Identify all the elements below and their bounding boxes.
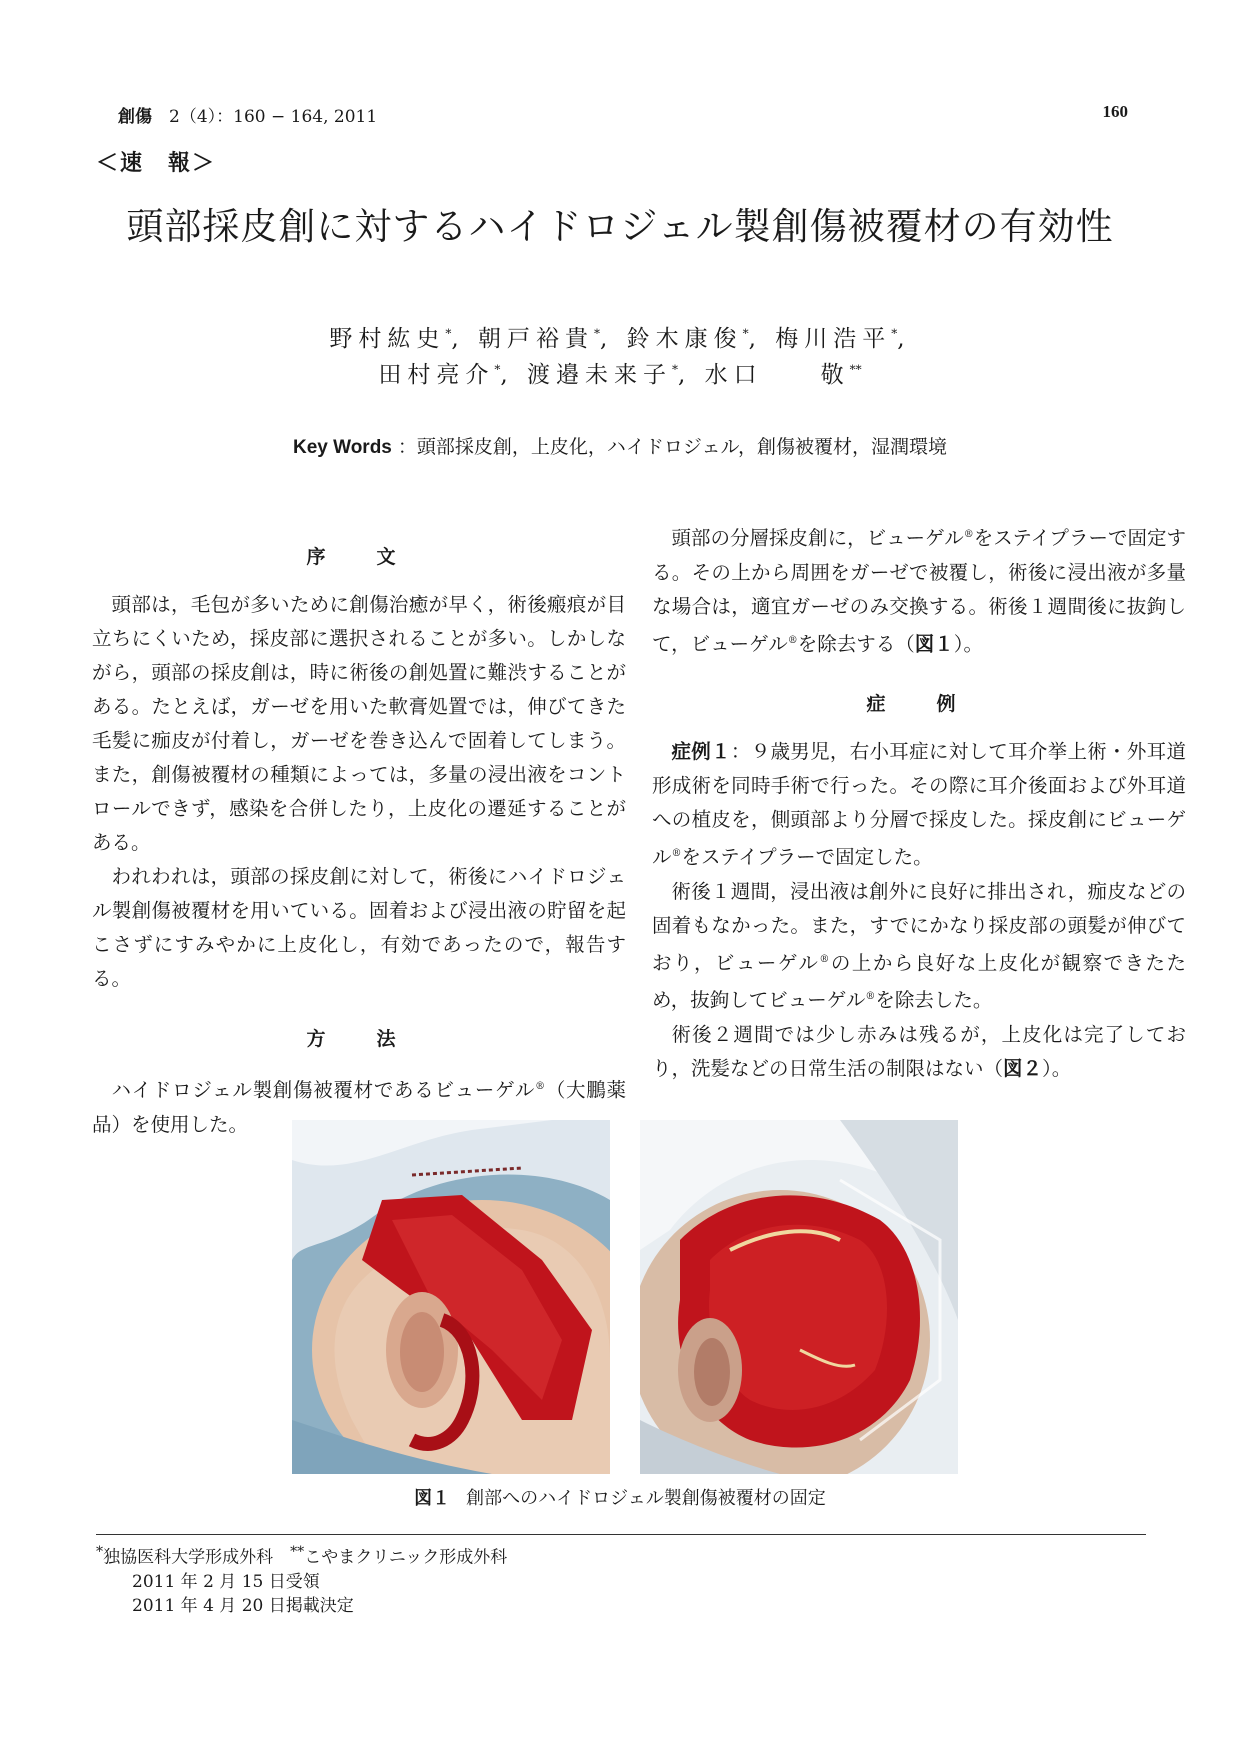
footnote-divider xyxy=(96,1534,1146,1535)
author-mark: * xyxy=(445,326,452,341)
paragraph: われわれは，頭部の採皮創に対して，術後にハイドロジェル製創傷被覆材を用いている。固着および浸出液の貯留を起こさずにすみやかに上皮化し，有効であったので，報告する。 xyxy=(92,865,626,990)
paragraph: 術後１週間，浸出液は創外に良好に排出され，痂皮などの固着もなかった。また，すでにかなり採皮部の頭髪が伸びており，ビューゲル®の上から良好な上皮化が観察できたため，抜鉤してビューゲル®を除去した。 xyxy=(652,879,1186,1012)
author: 渡邉未来子 xyxy=(527,362,672,388)
journal-volume-pages: 2（4）：160 − 164, 2011 xyxy=(169,107,378,127)
journal-name: 創傷 xyxy=(118,107,152,127)
figure-ref[interactable]: 図２ xyxy=(1003,1056,1043,1080)
author: 鈴木康俊 xyxy=(626,326,743,352)
affiliations: *独協医科大学形成外科 **こやまクリニック形成外科 xyxy=(96,1544,508,1568)
surgical-photo-left xyxy=(292,1120,610,1474)
section-heading-intro: 序 文 xyxy=(306,546,412,568)
paragraph: 頭部は，毛包が多いために創傷治癒が早く，術後瘢痕が目立ちにくいため，採皮部に選択されることが多い。しかしながら，頭部の採皮創は，時に術後の創処置に難渋することがある。たとえば，ガーゼを用いた軟膏処置では，伸びてきた毛髪に痂皮が付着し，ガーゼを巻き込んで固着してしまう。また，創傷被覆材の種類によっては，多量の浸出液をコントロールできず，感染を合併したり，上皮化の遷延することがある。 xyxy=(92,593,626,854)
journal-citation xyxy=(118,102,377,127)
case-label: 症例１ xyxy=(671,740,731,763)
author: 水口 敬 xyxy=(704,362,850,388)
author: 田村亮介 xyxy=(378,362,495,388)
right-column xyxy=(652,518,1186,1086)
author: 梅川浩平 xyxy=(775,326,892,352)
author-mark: * xyxy=(594,326,601,341)
section-heading-methods: 方 法 xyxy=(306,1028,412,1050)
paper-title: 頭部採皮創に対するハイドロジェル製創傷被覆材の有効性 xyxy=(126,205,1114,248)
author: 野村紘史 xyxy=(329,326,446,352)
author-mark: * xyxy=(891,326,898,341)
author-mark: * xyxy=(494,362,501,377)
author-list-line1: 野村紘史*, 朝戸裕貴*, 鈴木康俊*, 梅川浩平*, xyxy=(329,326,911,352)
paragraph: 頭部の分層採皮創に，ビューゲル®をステイプラーで固定する。その上から周囲をガーゼで被覆し，術後に浸出液が多量な場合は，適宜ガーゼのみ交換する。術後１週間後に抜鉤して，ビューゲル®を除去する（図１）。 xyxy=(652,526,1186,655)
page-number: 160 xyxy=(1102,102,1128,121)
figure-label: 図１ xyxy=(414,1488,451,1509)
paragraph: ハイドロジェル製創傷被覆材であるビューゲル®（大鵬薬品）を使用した。 xyxy=(92,1078,626,1136)
affiliation: こやまクリニック形成外科 xyxy=(304,1547,508,1568)
figure-1-photo-right xyxy=(640,1120,958,1474)
affiliation: 独協医科大学形成外科 xyxy=(103,1547,274,1568)
figure-ref[interactable]: 図１ xyxy=(914,632,954,655)
author-mark: * xyxy=(672,362,678,377)
figure-caption-text: 創部へのハイドロジェル製創傷被覆材の固定 xyxy=(466,1488,826,1509)
figure-1-photo-left xyxy=(292,1120,610,1474)
left-column xyxy=(92,530,626,1142)
figure-caption xyxy=(0,1484,1240,1510)
keywords-label: Key Words xyxy=(292,437,392,458)
received-date: 2011 年 2 月 15 日受領 xyxy=(132,1571,320,1592)
author-mark: * xyxy=(742,326,749,341)
author-mark: ** xyxy=(849,362,862,377)
section-heading-case: 症 例 xyxy=(866,693,972,715)
author: 朝戸裕貴 xyxy=(478,326,595,352)
keywords-text: ：頭部採皮創，上皮化，ハイドロジェル，創傷被覆材，湿潤環境 xyxy=(397,436,948,458)
footnotes xyxy=(96,1540,507,1618)
paragraph: 症例１：９歳男児，右小耳症に対して耳介挙上術・外耳道形成術を同時手術で行った。その際に耳介後面および外耳道への植皮を，側頭部より分層で採皮した。採皮創にビューゲル®をステイプラーで固定した。 xyxy=(652,740,1186,869)
surgical-photo-right xyxy=(640,1120,958,1474)
keywords xyxy=(0,432,1240,459)
author-list-line2: 田村亮介*, 渡邉未来子*, 水口 敬** xyxy=(378,362,862,388)
section-type: ＜速 報＞ xyxy=(96,150,217,176)
accepted-date: 2011 年 4 月 20 日掲載決定 xyxy=(132,1595,354,1616)
paragraph: 術後２週間では少し赤みは残るが，上皮化は完了しており，洗髪などの日常生活の制限はない（図２）。 xyxy=(652,1022,1186,1080)
